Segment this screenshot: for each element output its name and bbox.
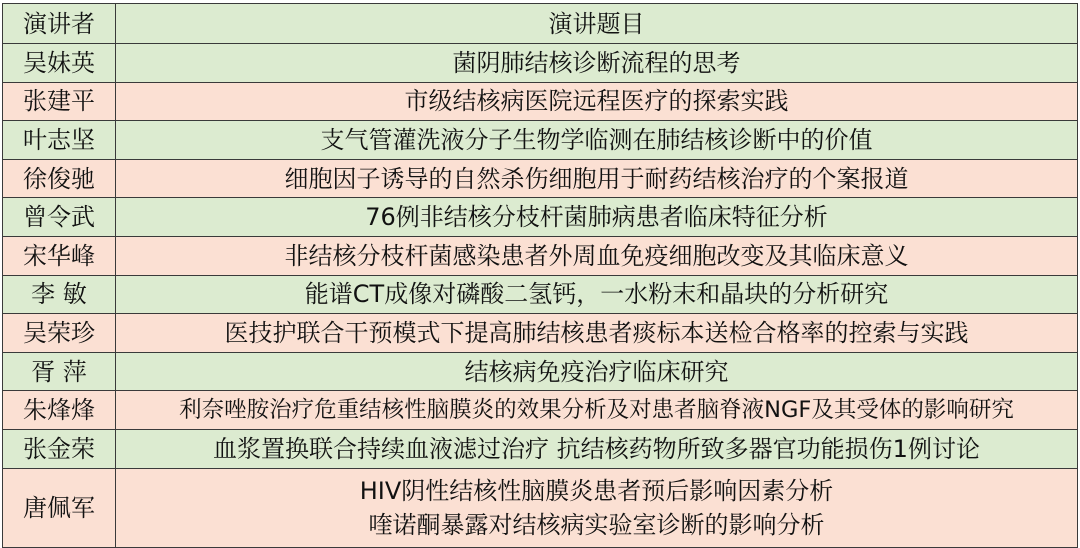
speaker-cell: 李 敏	[3, 275, 116, 314]
speaker-cell: 朱烽烽	[3, 391, 116, 430]
table-row	[3, 391, 1078, 430]
topic-cell: 利奈唑胺治疗危重结核性脑膜炎的效果分析及对患者脑脊液NGF及其受体的影响研究	[116, 391, 1078, 430]
table-row	[3, 314, 1078, 353]
topic-line: HIV阴性结核性脑膜炎患者预后影响因素分析	[359, 476, 834, 505]
table-row	[3, 121, 1078, 160]
topic-cell: 血浆置换联合持续血液滤过治疗 抗结核药物所致多器官功能损伤1例讨论	[116, 429, 1078, 468]
speaker-cell: 宋华峰	[3, 236, 116, 275]
topic-cell: 医技护联合干预模式下提高肺结核患者痰标本送检合格率的控索与实践	[116, 314, 1078, 353]
speaker-cell: 唐佩军	[3, 468, 116, 547]
topic-cell: 结核病免疫治疗临床研究	[116, 352, 1078, 391]
table-row	[3, 275, 1078, 314]
topic-line: 喹诺酮暴露对结核病实验室诊断的影响分析	[368, 510, 825, 539]
topic-cell: 细胞因子诱导的自然杀伤细胞用于耐药结核治疗的个案报道	[116, 159, 1078, 198]
speaker-cell: 曾令武	[3, 198, 116, 237]
topic-cell: 非结核分枝杆菌感染患者外周血免疫细胞改变及其临床意义	[116, 236, 1078, 275]
speaker-cell: 吴妹英	[3, 44, 116, 83]
topic-cell: 菌阴肺结核诊断流程的思考	[116, 44, 1078, 83]
speaker-cell: 徐俊驰	[3, 159, 116, 198]
topic-cell: 能谱CT成像对磷酸二氢钙，一水粉末和晶块的分析研究	[116, 275, 1078, 314]
table-row	[3, 236, 1078, 275]
topic-cell: 支气管灌洗液分子生物学临测在肺结核诊断中的价值	[116, 121, 1078, 160]
topic-cell: 市级结核病医院远程医疗的探索实践	[116, 82, 1078, 121]
header-topic: 演讲题目	[116, 4, 1078, 44]
speaker-cell: 张金荣	[3, 429, 116, 468]
table-header-row	[3, 4, 1078, 44]
table-row	[3, 44, 1078, 83]
topic-cell: 76例非结核分枝杆菌肺病患者临床特征分析	[116, 198, 1078, 237]
table-row	[3, 352, 1078, 391]
topic-cell	[116, 468, 1078, 547]
table-row	[3, 159, 1078, 198]
header-speaker: 演讲者	[3, 4, 116, 44]
speaker-topic-table	[2, 3, 1078, 548]
table-row	[3, 82, 1078, 121]
table-row	[3, 429, 1078, 468]
speaker-cell: 胥 萍	[3, 352, 116, 391]
speaker-cell: 张建平	[3, 82, 116, 121]
table-row	[3, 468, 1078, 547]
speaker-cell: 吴荣珍	[3, 314, 116, 353]
speaker-cell: 叶志坚	[3, 121, 116, 160]
table-row	[3, 198, 1078, 237]
